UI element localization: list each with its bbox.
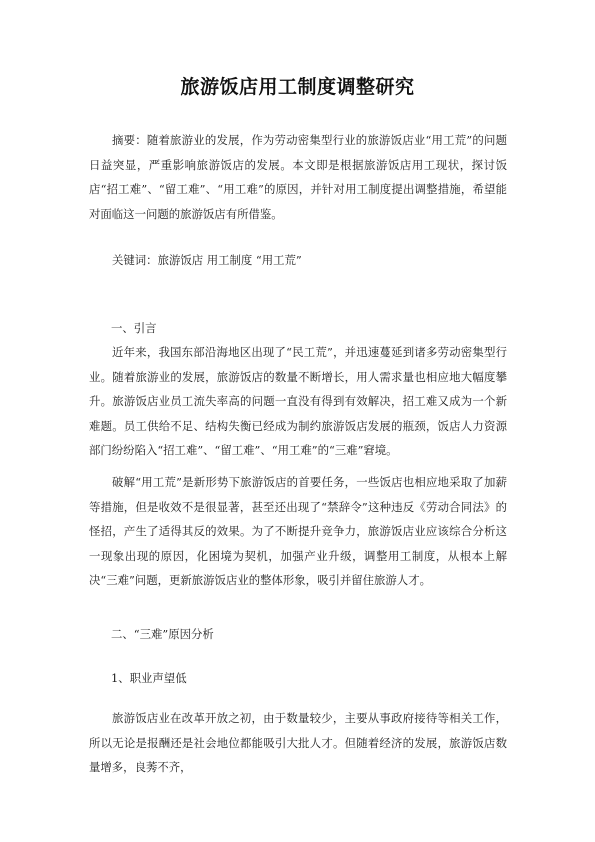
subsection-heading-low-prestige: 1、职业声望低 [111,671,187,685]
document-title: 旅游饭店用工制度调整研究 [180,76,415,98]
introduction-paragraph-1: 近年来，我国东部沿海地区出现了“民工荒”，并迅速蔓延到诸多劳动密集型行业。随着旅游业的发展，旅游饭店的数量不断增长，用人需求量也相应地大幅度攀升。旅游饭店业员工流失率高的问题一直没有得到有效解决，招工难又成为一个新难题。员工供给不足、结构失衡已经成为制约旅游饭店发展的瓶颈，饭店人力资源部门纷纷陷入“招工难”、“留工难”、“用工难”的“三难”窘境。 [89,345,507,457]
causes-paragraph-1: 旅游饭店业在改革开放之初，由于数量较少，主要从事政府接待等相关工作，所以无论是报酬还是社会地位都能吸引大批人才。但随着经济的发展，旅游饭店数量增多，良莠不齐， [89,711,507,774]
section-heading-introduction: 一、引言 [111,321,157,335]
section-heading-causes: 二、“三难”原因分析 [111,627,214,641]
introduction-paragraph-2: 破解“用工荒”是新形势下旅游饭店的首要任务，一些饭店也相应地采取了加薪等措施，但是收效不是很显著，甚至还出现了“禁辞令”这种违反《劳动合同法》的怪招，产生了适得其反的效果。为了不断提升竞争力，旅游饭店业应该综合分析这一现象出现的原因，化困境为契机，加强产业升级，调整用工制度，从根本上解决“三难”问题，更新旅游饭店业的整体形象，吸引并留住旅游人才。 [89,475,507,587]
keywords-line: 关键词：旅游饭店 用工制度 “用工荒” [112,253,302,267]
abstract-paragraph: 摘要：随着旅游业的发展，作为劳动密集型行业的旅游饭店业“用工荒”的问题日益突显，严重影响旅游饭店的发展。本文即是根据旅游饭店用工现状，探讨饭店“招工难”、“留工难”、“用工难”的原因，并针对用工制度提出调整措施，希望能对面临这一问题的旅游饭店有所借鉴。 [89,133,507,221]
